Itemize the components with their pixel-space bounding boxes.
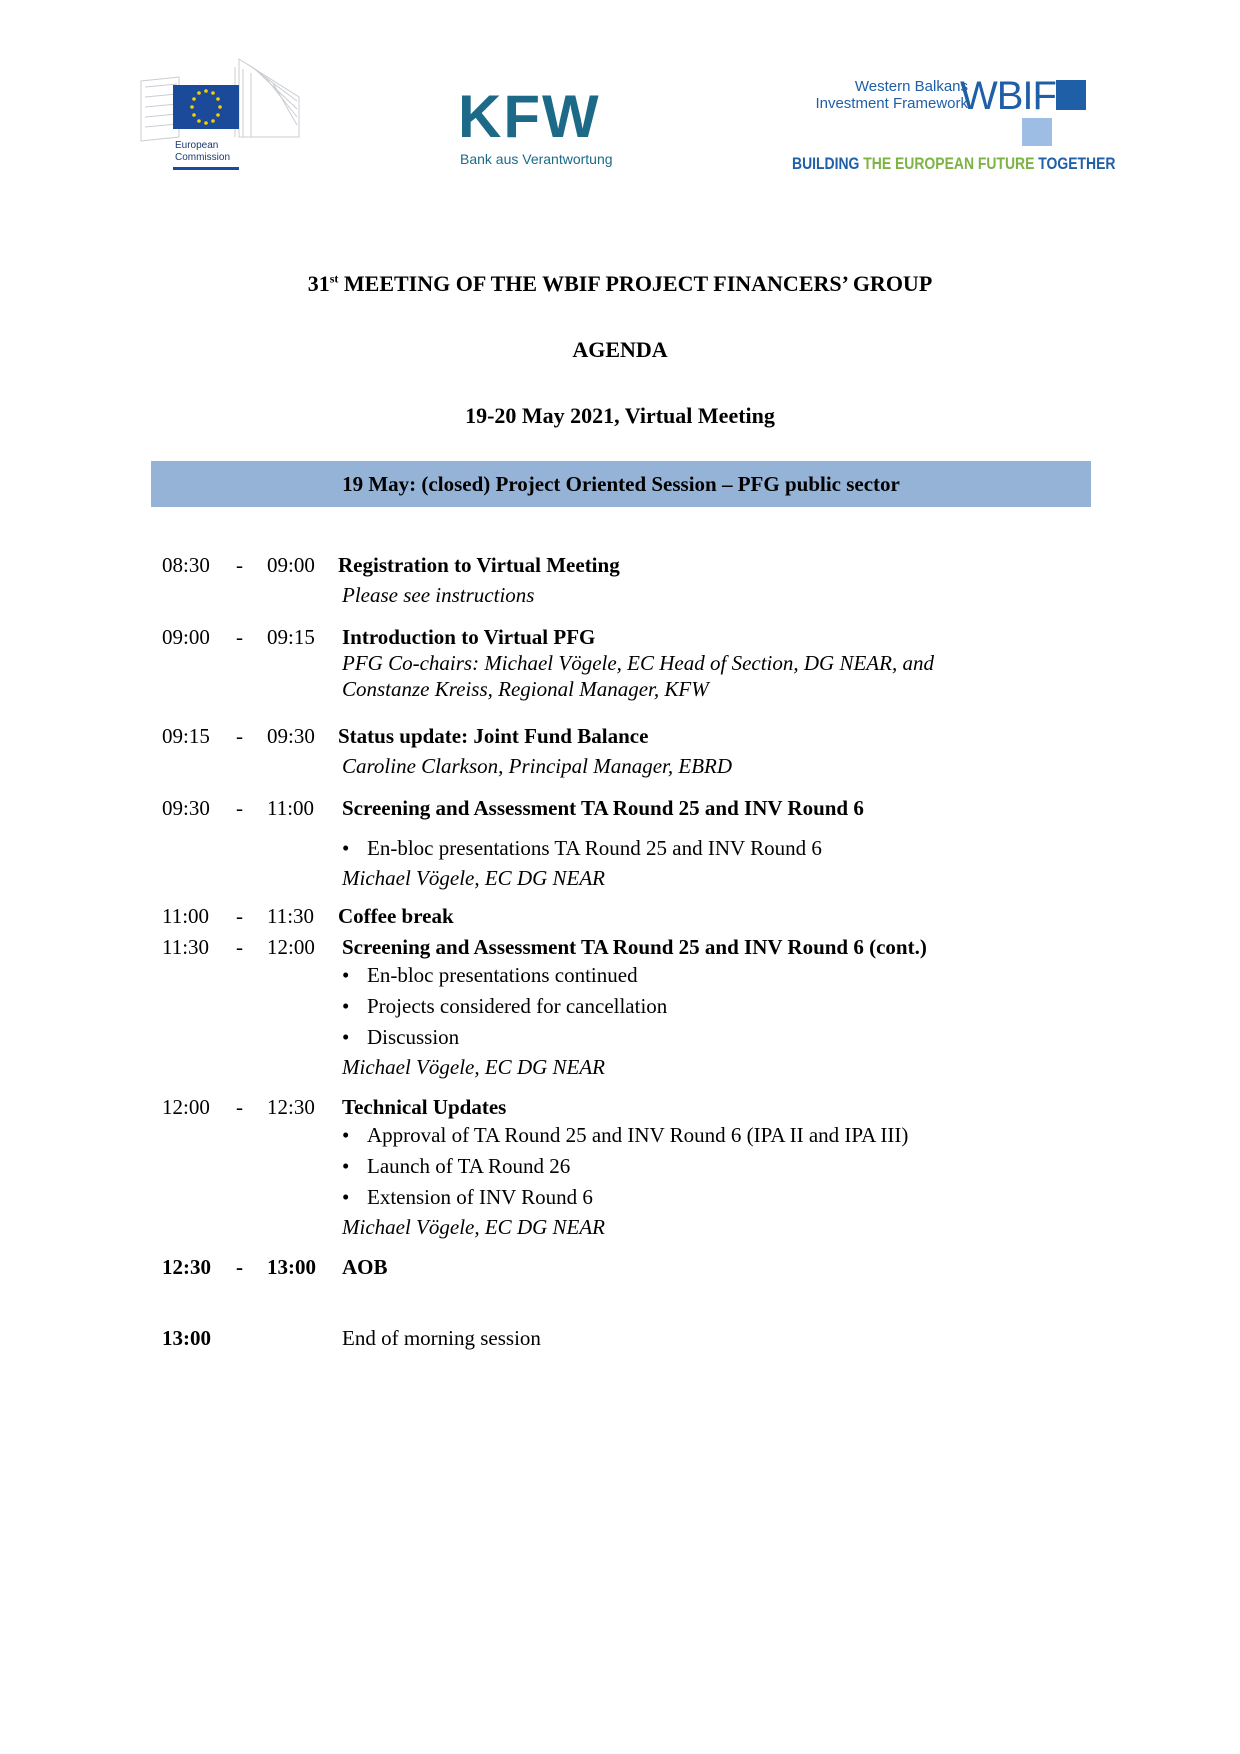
item-title: Screening and Assessment TA Round 25 and INV Round 6 bbox=[342, 796, 864, 820]
item-title: Coffee break bbox=[338, 904, 454, 928]
item-note: Constanze Kreiss, Regional Manager, KFW bbox=[342, 677, 709, 701]
meeting-title: 31st MEETING OF THE WBIF PROJECT FINANCERS’ GROUP bbox=[307, 271, 933, 296]
wbif-square-light bbox=[1022, 118, 1052, 146]
kfw-logo bbox=[458, 85, 618, 175]
wbif-line1: Western Balkans bbox=[854, 78, 968, 95]
item-note: Michael Vögele, EC DG NEAR bbox=[342, 866, 606, 890]
wbif-logo bbox=[790, 74, 1116, 178]
item-title: End of morning session bbox=[342, 1326, 541, 1350]
wbif-wordmark: WBIF bbox=[960, 74, 1056, 118]
item-title: Registration to Virtual Meeting bbox=[338, 553, 620, 577]
item-title: AOB bbox=[342, 1255, 388, 1279]
meeting-date: 19-20 May 2021, Virtual Meeting bbox=[465, 403, 775, 428]
item-note: Caroline Clarkson, Principal Manager, EBRD bbox=[342, 754, 733, 778]
end-time: 09:00 bbox=[267, 553, 315, 577]
wbif-line2: Investment Framework bbox=[815, 95, 968, 112]
item-note: Michael Vögele, EC DG NEAR bbox=[342, 1055, 606, 1079]
item-title: Screening and Assessment TA Round 25 and INV Round 6 (cont.) bbox=[342, 935, 927, 959]
kfw-wordmark: KFW bbox=[458, 83, 601, 150]
item-note: PFG Co-chairs: Michael Vögele, EC Head of Section, DG NEAR, and bbox=[342, 651, 934, 675]
wbif-square-dark bbox=[1056, 80, 1086, 110]
start-time: 08:30 bbox=[162, 553, 210, 577]
wbif-tagline: BUILDING THE EUROPEAN FUTURE TOGETHER bbox=[792, 154, 1116, 173]
european-commission-logo bbox=[139, 57, 307, 175]
session-banner: 19 May: (closed) Project Oriented Session – PFG public sector bbox=[151, 461, 1091, 507]
item-title: Introduction to Virtual PFG bbox=[342, 625, 596, 649]
kfw-tagline: Bank aus Verantwortung bbox=[460, 151, 613, 167]
item-title: Technical Updates bbox=[342, 1095, 507, 1119]
item-note: Michael Vögele, EC DG NEAR bbox=[342, 1215, 606, 1239]
svg-text:Commission: Commission bbox=[175, 152, 231, 163]
agenda-heading: AGENDA bbox=[572, 337, 668, 362]
item-title: Status update: Joint Fund Balance bbox=[338, 724, 649, 748]
svg-text:European: European bbox=[175, 140, 219, 151]
item-note: Please see instructions bbox=[342, 583, 535, 607]
